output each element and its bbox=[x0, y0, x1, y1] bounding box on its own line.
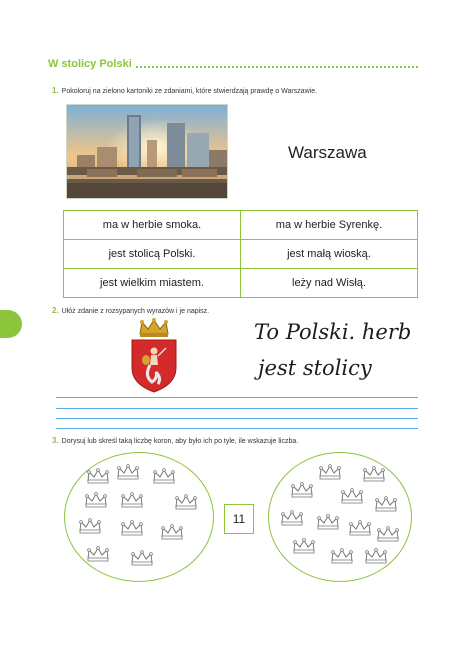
task-2-instruction bbox=[52, 306, 209, 315]
crown-icon[interactable] bbox=[152, 468, 176, 484]
scattered-words-line-1: To Polski. herb bbox=[254, 320, 412, 344]
crown-icon[interactable] bbox=[174, 494, 198, 510]
crown-icon[interactable] bbox=[316, 514, 340, 530]
task-3-text: Dorysuj lub skreśl taką liczbę koron, aby było ich po tyle, ile wskazuje liczba. bbox=[61, 438, 299, 445]
coat-of-arms-warsaw-icon bbox=[128, 318, 180, 394]
sentence-card[interactable]: jest stolicą Polski. bbox=[64, 240, 241, 269]
crown-icon[interactable] bbox=[86, 468, 110, 484]
crown-icon[interactable] bbox=[116, 464, 140, 480]
sentence-card[interactable]: ma w herbie smoka. bbox=[64, 211, 241, 240]
crown-icon[interactable] bbox=[362, 466, 386, 482]
sentence-row bbox=[64, 240, 418, 269]
sentence-cards-table bbox=[63, 210, 418, 298]
task-1-text: Pokoloruj na zielono kartoniki ze zdaniami, które stwierdzają prawdę o Warszawie. bbox=[61, 88, 318, 95]
task-3-instruction bbox=[52, 436, 298, 445]
crown-icon[interactable] bbox=[376, 526, 400, 542]
crown-icon[interactable] bbox=[374, 496, 398, 512]
crown-icon[interactable] bbox=[84, 492, 108, 508]
writing-line bbox=[56, 428, 418, 429]
crown-icon[interactable] bbox=[348, 520, 372, 536]
crown-icon[interactable] bbox=[120, 492, 144, 508]
section-title: W stolicy Polski bbox=[48, 58, 132, 70]
task-3-number: 3. bbox=[52, 436, 59, 445]
sentence-card[interactable]: jest wielkim miastem. bbox=[64, 269, 241, 298]
task-2-text: Ułóż zdanie z rozsypanych wyrazów i je napisz. bbox=[61, 308, 210, 315]
sentence-card[interactable]: ma w herbie Syrenkę. bbox=[241, 211, 418, 240]
warsaw-skyline-photo bbox=[66, 104, 228, 199]
crown-icon[interactable] bbox=[130, 550, 154, 566]
crown-icon[interactable] bbox=[340, 488, 364, 504]
sentence-card[interactable]: jest małą wioską. bbox=[241, 240, 418, 269]
target-number-box: 11 bbox=[224, 504, 254, 534]
sentence-row bbox=[64, 211, 418, 240]
crown-icon[interactable] bbox=[120, 520, 144, 536]
crown-icon[interactable] bbox=[364, 548, 388, 564]
writing-line bbox=[56, 408, 418, 409]
crown-icon[interactable] bbox=[290, 482, 314, 498]
task-1-number: 1. bbox=[52, 86, 59, 95]
task-1-instruction bbox=[52, 86, 317, 95]
writing-line bbox=[56, 418, 418, 419]
crown-icon[interactable] bbox=[318, 464, 342, 480]
scattered-words-line-2: jest stolicy bbox=[258, 356, 372, 380]
sentence-row bbox=[64, 269, 418, 298]
sentence-card[interactable]: leży nad Wisłą. bbox=[241, 269, 418, 298]
crown-icon[interactable] bbox=[330, 548, 354, 564]
writing-line bbox=[56, 397, 418, 398]
photo-warsaw-skyline bbox=[67, 105, 227, 198]
crown-icon[interactable] bbox=[292, 538, 316, 554]
page-side-tab bbox=[0, 310, 22, 338]
crown-icon[interactable] bbox=[78, 518, 102, 534]
task-2-number: 2. bbox=[52, 306, 59, 315]
crown-icon[interactable] bbox=[160, 524, 184, 540]
city-label: Warszawa bbox=[288, 143, 367, 162]
crown-icon[interactable] bbox=[280, 510, 304, 526]
crown-icon[interactable] bbox=[86, 546, 110, 562]
section-title-dotted-rule bbox=[136, 66, 418, 68]
